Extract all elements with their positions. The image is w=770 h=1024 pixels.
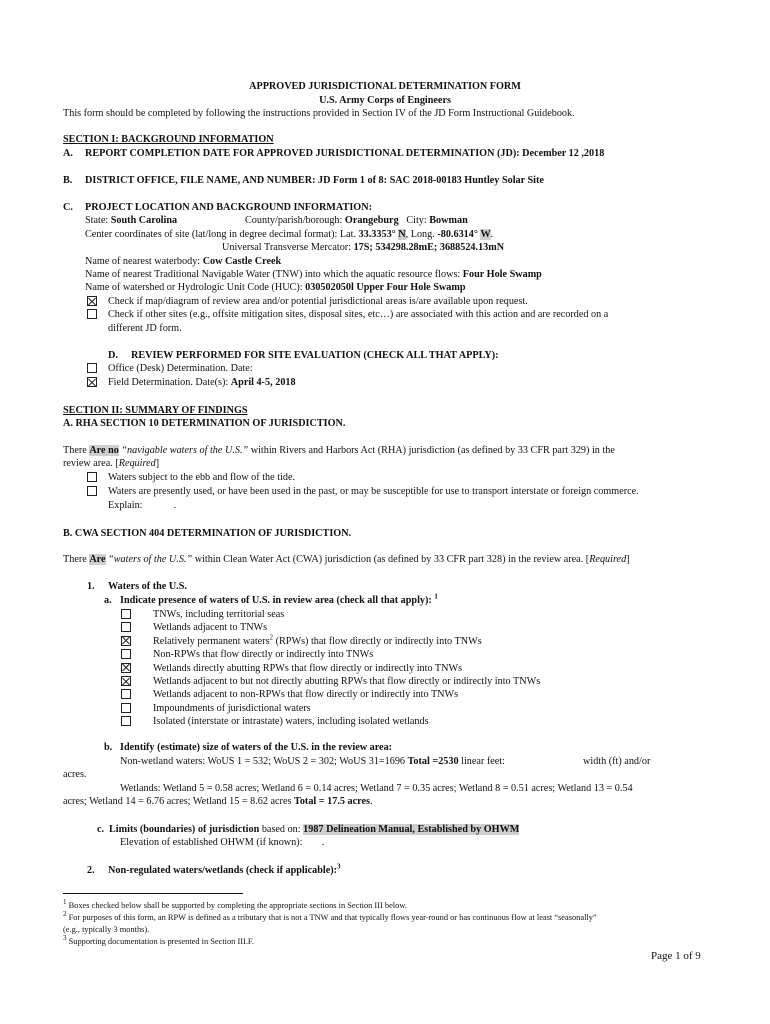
limits-label: c. — [97, 824, 105, 835]
footnote-3 — [63, 934, 255, 948]
waters-type-label — [153, 702, 311, 715]
width-label: width (ft) and/or — [583, 756, 651, 767]
utm-line — [222, 241, 504, 254]
waters-type-text: Impoundments of jurisdictional waters — [153, 702, 311, 714]
map-checkbox[interactable] — [87, 296, 97, 306]
waters-type-checkbox[interactable] — [121, 622, 131, 632]
tnw-label: Name of nearest Traditional Navigable Water (TNW) into which the aquatic resource flows: — [85, 269, 461, 280]
lat-value: 33.3353° — [358, 229, 396, 240]
cwa-statement — [63, 553, 630, 566]
section1-d-label: D. — [108, 350, 118, 361]
map-check-label: Check if map/diagram of review area and/or potential jurisdictional areas is/are available upon request. — [108, 296, 528, 307]
footnote-divider — [63, 893, 243, 894]
state-value: South Carolina — [110, 215, 178, 226]
huc-value: 030502050l Upper Four Hole Swamp — [305, 282, 466, 293]
ohwm-line — [120, 836, 324, 849]
waters-type-label — [153, 608, 284, 621]
rha-heading: A. RHA SECTION 10 DETERMINATION OF JURISDICTION. — [63, 418, 346, 429]
page-number: Page 1 of 9 — [651, 950, 701, 962]
review-performed-heading: REVIEW PERFORMED FOR SITE EVALUATION (CHECK ALL THAT APPLY): — [131, 350, 499, 361]
long-dir: W — [480, 229, 491, 240]
wetlands-total: Total = 17.5 acres — [293, 796, 370, 807]
footnote-1-text: Boxes checked below shall be supported by completing the appropriate sections in Section III below. — [66, 901, 407, 910]
waters-type-label — [153, 688, 458, 701]
project-location-heading: PROJECT LOCATION AND BACKGROUND INFORMATION: — [85, 202, 372, 213]
form-instruction: This form should be completed by following the instructions provided in Section IV of the JD Form Instructional Guidebook. — [63, 108, 575, 119]
commerce-label: Waters are presently used, or have been used in the past, or may be susceptible for use to transport interstate or foreign commerce. — [108, 486, 639, 497]
field-det-label: Field Determination. Date(s): — [108, 377, 229, 388]
waters-type-label — [153, 675, 540, 688]
footnote-3-text: Supporting documentation is presented in Section III.F. — [66, 937, 255, 946]
tnw-value: Four Hole Swamp — [462, 269, 542, 280]
other-sites-label-1: Check if other sites (e.g., offsite mitigation sites, disposal sites, etc…) are associated with this action and are recorded on a — [108, 309, 609, 320]
indicate-presence-heading — [120, 594, 438, 607]
waters-type-text: Isolated (interstate or intrastate) waters, including isolated wetlands — [153, 716, 429, 728]
rha-explain-dot: . — [173, 500, 177, 511]
footnote-ref-2: 2 — [269, 633, 274, 642]
nonregulated-text: Non-regulated waters/wetlands (check if applicable): — [108, 865, 338, 876]
limits-line — [109, 823, 519, 836]
waters-type-label — [153, 715, 429, 728]
county-line — [245, 214, 468, 227]
nonregulated-heading — [108, 864, 341, 877]
waters-type-checkbox[interactable] — [121, 703, 131, 713]
wetlands-list-2: acres; Wetland 14 = 6.76 acres; Wetland 15 = 8.62 acres — [63, 796, 292, 807]
footnote-2-cont: (e.g., typically 3 months). — [63, 925, 150, 934]
waters-type-text-cont: (RPWs) that flow directly or indirectly into TNWs — [273, 635, 482, 647]
section2-heading: SECTION II: SUMMARY OF FINDINGS — [63, 405, 248, 416]
city-value: Bowman — [429, 215, 468, 226]
field-det-value: April 4-5, 2018 — [230, 377, 296, 388]
waterbody-value: Cow Castle Creek — [202, 256, 282, 267]
limits-value: 1987 Delineation Manual, Established by OHWM — [303, 824, 520, 835]
form-subtitle: U.S. Army Corps of Engineers — [319, 95, 451, 106]
footnote-2-num: 2 — [63, 910, 67, 919]
waterbody-label: Name of nearest waterbody: — [85, 256, 201, 267]
rha-quote: “navigable waters of the U.S.” — [118, 445, 249, 456]
rha-explain — [108, 499, 176, 512]
section1-a-label: A. — [63, 148, 73, 159]
waters-us-heading: Waters of the U.S. — [108, 581, 187, 592]
state-line — [85, 214, 177, 227]
footnote-ref-3: 3 — [337, 862, 341, 871]
cwa-quote: “waters of the U.S.” — [105, 554, 193, 565]
field-determination-line — [108, 376, 296, 389]
footnote-1 — [63, 898, 407, 912]
waters-type-checkbox[interactable] — [121, 716, 131, 726]
footnote-2-text: For purposes of this form, an RPW is defined as a tributary that is not a TNW and that typically flows year-round or has continuous flow at least “seasonally” — [66, 913, 597, 922]
waters-type-text: Wetlands adjacent to but not directly abutting RPWs that flow directly or indirectly into TNWs — [153, 676, 541, 687]
state-label: State: — [85, 215, 109, 226]
utm-label: Universal Transverse Mercator: — [222, 242, 352, 253]
limits-heading: Limits (boundaries) of jurisdiction — [109, 824, 260, 835]
nonwetland-waters-line — [120, 755, 505, 768]
waters-type-checkbox[interactable] — [121, 663, 131, 673]
cwa-end: ] — [626, 554, 630, 565]
ohwm-dot: . — [321, 837, 325, 848]
city-label: City: — [406, 215, 427, 226]
long-label: , Long. — [405, 229, 435, 240]
wetlands-line-1: Wetlands: Wetland 5 = 0.58 acres; Wetland 6 = 0.14 acres; Wetland 7 = 0.35 acres; Wetland 8 = 0.51 acres; Wetland 13 = 0.54 — [120, 783, 633, 794]
county-label: County/parish/borough: — [245, 215, 343, 226]
waters-type-label — [153, 621, 267, 634]
long-value: -80.6314° — [437, 229, 478, 240]
linear-feet-label: linear feet: — [461, 756, 505, 767]
nonwetland-waters: Non-wetland waters: WoUS 1 = 532; WoUS 2 = 302; WoUS 31=1696 — [120, 756, 406, 767]
section1-b-label: B. — [63, 175, 73, 186]
rha-explain-label: Explain: — [108, 500, 143, 511]
other-sites-checkbox[interactable] — [87, 309, 97, 319]
cwa-heading: B. CWA SECTION 404 DETERMINATION OF JURISDICTION. — [63, 528, 352, 539]
nonregulated-label: 2. — [87, 865, 95, 876]
waters-us-label: 1. — [87, 581, 95, 592]
cwa-rest: within Clean Water Act (CWA) jurisdiction (as defined by 33 CFR part 328) in the review area. [ — [192, 554, 590, 565]
report-completion-date: REPORT COMPLETION DATE FOR APPROVED JURISDICTIONAL DETERMINATION (JD): December 12 ,2018 — [85, 148, 605, 159]
waters-type-checkbox[interactable] — [121, 689, 131, 699]
field-determination-checkbox[interactable] — [87, 377, 97, 387]
rha-rest: within Rivers and Harbors Act (RHA) jurisdiction (as defined by 33 CFR part 329) in the — [248, 445, 615, 456]
county-value: Orangeburg — [344, 215, 399, 226]
other-sites-label-2: different JD form. — [108, 323, 182, 334]
footnote-2 — [63, 910, 597, 924]
form-title: APPROVED JURISDICTIONAL DETERMINATION FORM — [249, 81, 521, 92]
waterbody-line — [85, 255, 281, 268]
identify-size-label: b. — [104, 742, 113, 753]
waters-type-label — [153, 648, 373, 661]
indicate-presence-label: a. — [104, 595, 112, 606]
waters-type-text: Wetlands adjacent to non-RPWs that flow directly or indirectly into TNWs — [153, 689, 459, 701]
footnote-ref-1: 1 — [434, 592, 438, 601]
rha-required: Required — [118, 458, 156, 469]
section1-c-label: C. — [63, 202, 73, 213]
huc-label: Name of watershed or Hydrologic Unit Code (HUC): — [85, 282, 303, 293]
waters-type-checkbox[interactable] — [121, 676, 131, 686]
cwa-are: Are — [89, 554, 106, 565]
rha-line2-pre: review area. [ — [63, 458, 119, 469]
acres-word: acres. — [63, 769, 87, 780]
indicate-presence-text: Indicate presence of waters of U.S. in review area (check all that apply): — [120, 595, 432, 606]
nonwetland-total: Total =2530 — [407, 756, 459, 767]
ebb-flow-label: Waters subject to the ebb and flow of the tide. — [108, 472, 296, 483]
limits-based: based on: — [259, 824, 301, 835]
rha-there: There — [63, 445, 87, 456]
footnote-3-num: 3 — [63, 934, 67, 943]
waters-type-text: Non-RPWs that flow directly or indirectly into TNWs — [153, 649, 374, 661]
lat-dir: N — [398, 229, 406, 240]
section1-heading: SECTION I: BACKGROUND INFORMATION — [63, 134, 274, 145]
waters-type-text: TNWs, including territorial seas — [153, 609, 285, 620]
tnw-line — [85, 268, 542, 281]
district-office-file: DISTRICT OFFICE, FILE NAME, AND NUMBER: JD Form 1 of 8: SAC 2018-00183 Huntley Solar Site — [85, 175, 544, 186]
rha-are-no: Are no — [89, 445, 119, 456]
wetlands-line-2 — [63, 795, 373, 808]
waters-type-checkbox[interactable] — [121, 649, 131, 659]
waters-type-label — [153, 662, 462, 675]
rha-statement-line2 — [63, 457, 159, 470]
cwa-there: There — [63, 554, 87, 565]
waters-type-checkbox[interactable] — [121, 609, 131, 619]
coordinates-line: Center coordinates of site (lat/long in degree decimal format): Lat. 33.3353° N, Long. -80.6314° W. — [85, 229, 494, 240]
wetlands-dot: . — [369, 796, 373, 807]
ohwm-label: Elevation of established OHWM (if known): — [120, 837, 303, 848]
utm-value: 17S; 534298.28mE; 3688524.13mN — [353, 242, 505, 253]
center-label: Center coordinates of site (lat/long in degree decimal format): Lat. — [85, 229, 356, 240]
commerce-checkbox[interactable] — [87, 486, 97, 496]
waters-type-label — [153, 635, 482, 648]
rha-statement-line1 — [63, 444, 615, 457]
waters-type-text: Wetlands adjacent to TNWs — [153, 622, 268, 634]
office-desk-checkbox[interactable] — [87, 363, 97, 373]
ebb-flow-checkbox[interactable] — [87, 472, 97, 482]
footnote-1-num: 1 — [63, 898, 67, 907]
huc-line — [85, 281, 466, 294]
waters-type-checkbox[interactable] — [121, 636, 131, 646]
identify-size-heading: Identify (estimate) size of waters of the U.S. in the review area: — [120, 742, 393, 753]
office-desk-label: Office (Desk) Determination. Date: — [108, 363, 253, 374]
waters-type-text: Relatively permanent waters — [153, 635, 270, 647]
rha-line2-post: ] — [155, 458, 160, 469]
cwa-required: Required — [589, 554, 627, 565]
waters-type-text: Wetlands directly abutting RPWs that flow directly or indirectly into TNWs — [153, 662, 463, 674]
